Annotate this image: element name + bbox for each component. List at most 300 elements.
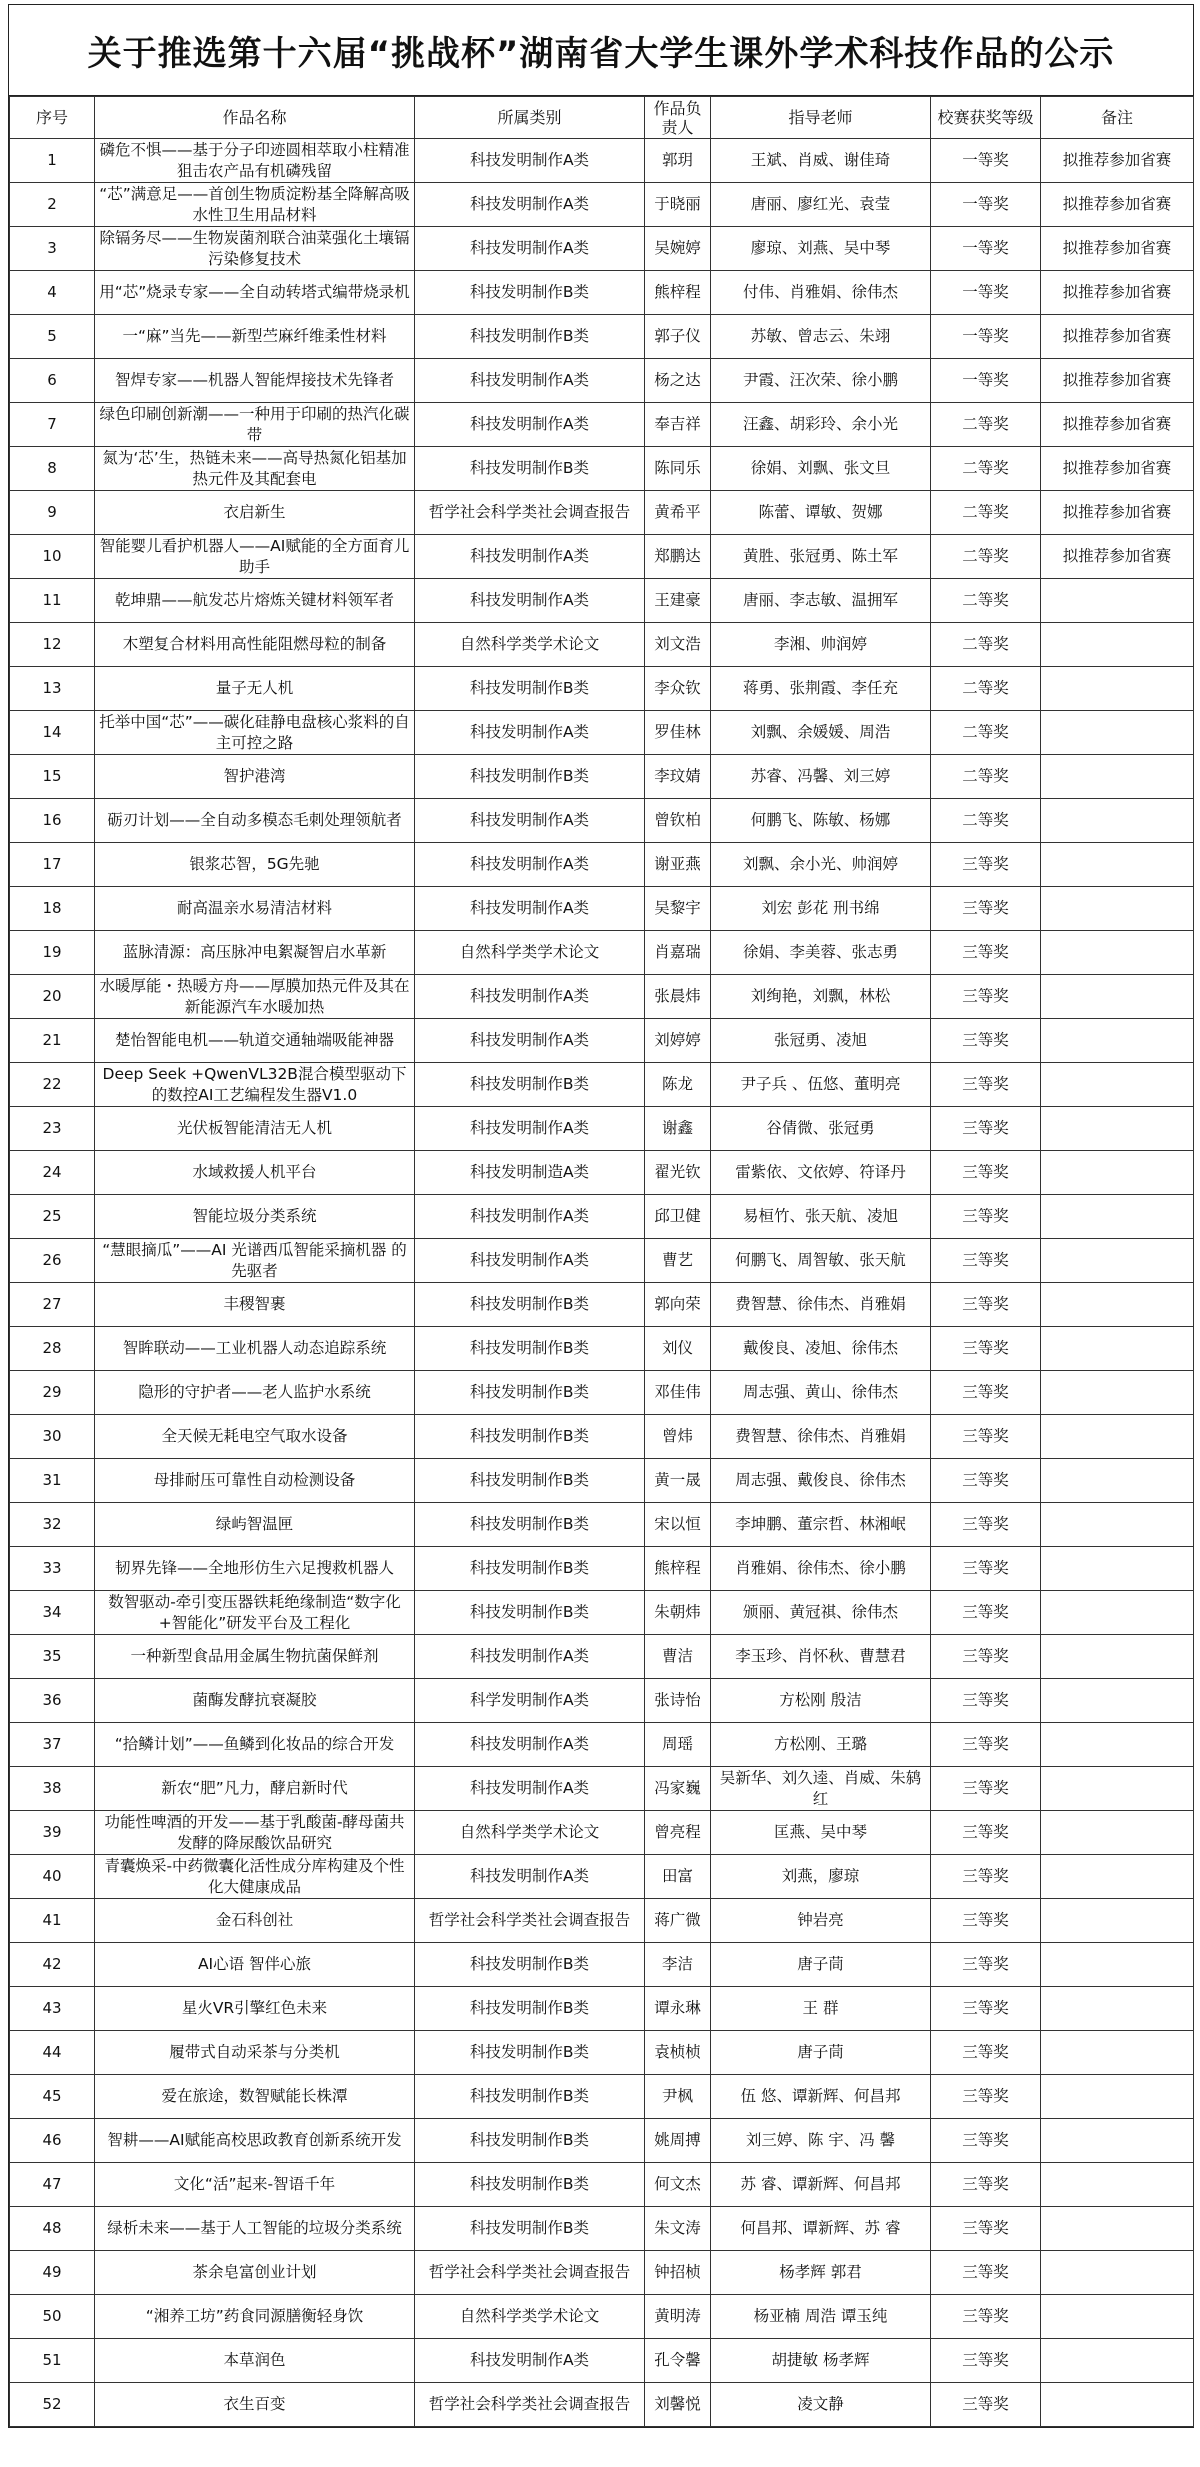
work-category: 科技发明制作A类 [415, 887, 645, 931]
work-leader: 郑鹏达 [645, 535, 711, 579]
work-leader: 袁桢桢 [645, 2031, 711, 2075]
table-row [10, 1635, 1194, 1679]
row-number: 29 [10, 1371, 95, 1415]
remark [1041, 1063, 1194, 1107]
work-category: 科技发明制作B类 [415, 1283, 645, 1327]
row-number: 4 [10, 271, 95, 315]
work-category: 科技发明制作A类 [415, 183, 645, 227]
remark [1041, 1503, 1194, 1547]
work-advisor: 刘燕，廖琼 [711, 1855, 931, 1899]
table-row [10, 1899, 1194, 1943]
remark [1041, 755, 1194, 799]
award-level: 一等奖 [931, 183, 1041, 227]
work-category: 科技发明制作A类 [415, 1019, 645, 1063]
work-category: 科技发明制作A类 [415, 843, 645, 887]
work-leader: 刘馨悦 [645, 2383, 711, 2427]
row-number: 46 [10, 2119, 95, 2163]
table-row [10, 1855, 1194, 1899]
award-level: 三等奖 [931, 1943, 1041, 1987]
row-number: 9 [10, 491, 95, 535]
work-name: 磷危不惧——基于分子印迹圆相萃取小柱精准狙击农产品有机磷残留 [95, 139, 415, 183]
table-row [10, 1459, 1194, 1503]
remark [1041, 1019, 1194, 1063]
remark [1041, 2251, 1194, 2295]
work-advisor: 雷紫依、文依婷、符译丹 [711, 1151, 931, 1195]
remark [1041, 1239, 1194, 1283]
work-leader: 谢鑫 [645, 1107, 711, 1151]
table-row [10, 535, 1194, 579]
award-level: 二等奖 [931, 755, 1041, 799]
work-leader: 翟光钦 [645, 1151, 711, 1195]
work-leader: 朱朝炜 [645, 1591, 711, 1635]
award-level: 三等奖 [931, 1283, 1041, 1327]
award-level: 三等奖 [931, 2383, 1041, 2427]
table-row [10, 183, 1194, 227]
work-name: 一“麻”当先——新型苎麻纤维柔性材料 [95, 315, 415, 359]
award-level: 三等奖 [931, 1151, 1041, 1195]
row-number: 50 [10, 2295, 95, 2339]
work-leader: 杨之达 [645, 359, 711, 403]
remark [1041, 1195, 1194, 1239]
remark [1041, 799, 1194, 843]
work-advisor: 苏敏、曾志云、朱翊 [711, 315, 931, 359]
work-category: 科技发明制作A类 [415, 579, 645, 623]
row-number: 24 [10, 1151, 95, 1195]
award-level: 三等奖 [931, 2207, 1041, 2251]
row-number: 39 [10, 1811, 95, 1855]
work-advisor: 匡燕、吴中琴 [711, 1811, 931, 1855]
page-title: 关于推选第十六届“挑战杯”湖南省大学生课外学术科技作品的公示 [9, 5, 1193, 96]
work-leader: 孔令馨 [645, 2339, 711, 2383]
work-advisor: 尹子兵 、伍悠、董明亮 [711, 1063, 931, 1107]
row-number: 36 [10, 1679, 95, 1723]
work-name: 母排耐压可靠性自动检测设备 [95, 1459, 415, 1503]
work-category: 科技发明制作B类 [415, 1371, 645, 1415]
award-level: 三等奖 [931, 1635, 1041, 1679]
work-category: 科技发明制作A类 [415, 711, 645, 755]
work-leader: 宋以恒 [645, 1503, 711, 1547]
remark [1041, 975, 1194, 1019]
work-leader: 曾钦柏 [645, 799, 711, 843]
table-row [10, 315, 1194, 359]
row-number: 3 [10, 227, 95, 271]
table-row [10, 843, 1194, 887]
row-number: 1 [10, 139, 95, 183]
remark: 拟推荐参加省赛 [1041, 403, 1194, 447]
remark [1041, 2207, 1194, 2251]
work-advisor: 李玉珍、肖怀秋、曹慧君 [711, 1635, 931, 1679]
table-row [10, 1151, 1194, 1195]
work-leader: 吴黎宇 [645, 887, 711, 931]
work-category: 自然科学类学术论文 [415, 623, 645, 667]
work-name: 除镉务尽——生物炭菌剂联合油菜强化土壤镉污染修复技术 [95, 227, 415, 271]
table-row [10, 755, 1194, 799]
work-category: 科技发明制作B类 [415, 2031, 645, 2075]
work-category: 科技发明制作B类 [415, 1063, 645, 1107]
work-advisor: 刘绚艳，刘飘，林松 [711, 975, 931, 1019]
award-level: 三等奖 [931, 975, 1041, 1019]
remark [1041, 1855, 1194, 1899]
work-advisor: 王斌、肖威、谢佳琦 [711, 139, 931, 183]
work-category: 哲学社会科学类社会调查报告 [415, 2251, 645, 2295]
remark [1041, 1107, 1194, 1151]
work-advisor: 刘飘、余媛媛、周浩 [711, 711, 931, 755]
award-level: 二等奖 [931, 403, 1041, 447]
work-leader: 黄一晟 [645, 1459, 711, 1503]
row-number: 52 [10, 2383, 95, 2427]
work-leader: 谭永琳 [645, 1987, 711, 2031]
row-number: 47 [10, 2163, 95, 2207]
award-level: 三等奖 [931, 931, 1041, 975]
work-leader: 朱文涛 [645, 2207, 711, 2251]
work-name: 智焊专家——机器人智能焊接技术先锋者 [95, 359, 415, 403]
work-leader: 张晨炜 [645, 975, 711, 1019]
award-level: 二等奖 [931, 711, 1041, 755]
work-advisor: 刘三婷、陈 宇、冯 馨 [711, 2119, 931, 2163]
row-number: 41 [10, 1899, 95, 1943]
row-number: 49 [10, 2251, 95, 2295]
award-level: 三等奖 [931, 2339, 1041, 2383]
remark [1041, 2163, 1194, 2207]
work-name: 乾坤鼎——航发芯片熔炼关键材料领军者 [95, 579, 415, 623]
remark: 拟推荐参加省赛 [1041, 271, 1194, 315]
work-advisor: 杨亚楠 周浩 谭玉纯 [711, 2295, 931, 2339]
table-row [10, 271, 1194, 315]
remark [1041, 1371, 1194, 1415]
work-advisor: 唐丽、廖红光、袁莹 [711, 183, 931, 227]
award-level: 三等奖 [931, 1063, 1041, 1107]
work-name: 智能婴儿看护机器人——AI赋能的全方面育儿助手 [95, 535, 415, 579]
row-number: 13 [10, 667, 95, 711]
award-level: 三等奖 [931, 2031, 1041, 2075]
remark [1041, 843, 1194, 887]
work-leader: 曹艺 [645, 1239, 711, 1283]
work-leader: 刘婷婷 [645, 1019, 711, 1063]
table-row [10, 227, 1194, 271]
row-number: 22 [10, 1063, 95, 1107]
work-leader: 蒋广微 [645, 1899, 711, 1943]
work-name: 丰稷智裹 [95, 1283, 415, 1327]
award-level: 二等奖 [931, 667, 1041, 711]
row-number: 20 [10, 975, 95, 1019]
work-name: 智耕——AI赋能高校思政教育创新系统开发 [95, 2119, 415, 2163]
table-row [10, 1679, 1194, 1723]
work-advisor: 肖雅娟、徐伟杰、徐小鹏 [711, 1547, 931, 1591]
award-level: 三等奖 [931, 1415, 1041, 1459]
work-advisor: 唐丽、李志敏、温拥军 [711, 579, 931, 623]
work-name: 全天候无耗电空气取水设备 [95, 1415, 415, 1459]
work-advisor: 王 群 [711, 1987, 931, 2031]
remark [1041, 2119, 1194, 2163]
work-name: 砺刃计划——全自动多模态毛刺处理领航者 [95, 799, 415, 843]
work-leader: 郭玥 [645, 139, 711, 183]
table-row [10, 931, 1194, 975]
remark [1041, 1767, 1194, 1811]
work-leader: 吴婉婷 [645, 227, 711, 271]
award-level: 二等奖 [931, 579, 1041, 623]
work-category: 科技发明制作A类 [415, 1195, 645, 1239]
work-category: 科技发明制作A类 [415, 1107, 645, 1151]
work-advisor: 徐娟、刘飘、张文旦 [711, 447, 931, 491]
award-level: 三等奖 [931, 1107, 1041, 1151]
remark [1041, 2075, 1194, 2119]
row-number: 48 [10, 2207, 95, 2251]
work-category: 自然科学类学术论文 [415, 931, 645, 975]
work-leader: 郭子仪 [645, 315, 711, 359]
work-name: 功能性啤酒的开发——基于乳酸菌-酵母菌共发酵的降尿酸饮品研究 [95, 1811, 415, 1855]
remark [1041, 1283, 1194, 1327]
work-advisor: 谷倩微、张冠勇 [711, 1107, 931, 1151]
table-row [10, 711, 1194, 755]
table-row [10, 2339, 1194, 2383]
table-row [10, 1283, 1194, 1327]
work-advisor: 何昌邦、谭新辉、苏 睿 [711, 2207, 931, 2251]
work-category: 自然科学类学术论文 [415, 1811, 645, 1855]
work-name: 木塑复合材料用高性能阻燃母粒的制备 [95, 623, 415, 667]
work-category: 科技发明制作A类 [415, 1635, 645, 1679]
work-category: 科技发明制作A类 [415, 799, 645, 843]
work-advisor: 吴新华、刘久逵、肖威、朱鸫红 [711, 1767, 931, 1811]
table-row [10, 1811, 1194, 1855]
work-category: 科技发明制作B类 [415, 667, 645, 711]
work-category: 哲学社会科学类社会调查报告 [415, 1899, 645, 1943]
table-row [10, 1415, 1194, 1459]
work-advisor: 汪鑫、胡彩玲、余小光 [711, 403, 931, 447]
award-level: 三等奖 [931, 1371, 1041, 1415]
remark: 拟推荐参加省赛 [1041, 315, 1194, 359]
work-category: 科技发明制作A类 [415, 1723, 645, 1767]
award-level: 一等奖 [931, 139, 1041, 183]
award-level: 二等奖 [931, 491, 1041, 535]
table-row [10, 975, 1194, 1019]
remark [1041, 1459, 1194, 1503]
award-level: 三等奖 [931, 1327, 1041, 1371]
work-leader: 李众钦 [645, 667, 711, 711]
work-leader: 曾炜 [645, 1415, 711, 1459]
table-row [10, 447, 1194, 491]
work-name: 衣生百变 [95, 2383, 415, 2427]
work-leader: 姚周搏 [645, 2119, 711, 2163]
work-leader: 曾亮程 [645, 1811, 711, 1855]
remark [1041, 1679, 1194, 1723]
table-row [10, 1547, 1194, 1591]
remark: 拟推荐参加省赛 [1041, 359, 1194, 403]
header-leader: 作品负责人 [645, 97, 711, 139]
work-leader: 张诗怡 [645, 1679, 711, 1723]
award-level: 三等奖 [931, 1591, 1041, 1635]
work-category: 科技发明制作B类 [415, 2119, 645, 2163]
table-row [10, 1239, 1194, 1283]
remark [1041, 2031, 1194, 2075]
table-row [10, 2163, 1194, 2207]
work-name: Deep Seek +QwenVL32B混合模型驱动下的数控AI工艺编程发生器V1.0 [95, 1063, 415, 1107]
work-category: 科技发明制作B类 [415, 447, 645, 491]
work-category: 科技发明制作A类 [415, 403, 645, 447]
row-number: 17 [10, 843, 95, 887]
row-number: 34 [10, 1591, 95, 1635]
remark [1041, 1415, 1194, 1459]
remark [1041, 1723, 1194, 1767]
work-advisor: 廖琼、刘燕、吴中琴 [711, 227, 931, 271]
table-row [10, 667, 1194, 711]
award-level: 二等奖 [931, 447, 1041, 491]
remark [1041, 667, 1194, 711]
work-advisor: 易桓竹、张天航、凌旭 [711, 1195, 931, 1239]
work-leader: 王建豪 [645, 579, 711, 623]
work-category: 科技发明制作B类 [415, 1987, 645, 2031]
work-category: 科技发明制作B类 [415, 2075, 645, 2119]
work-advisor: 费智慧、徐伟杰、肖雅娟 [711, 1415, 931, 1459]
work-leader: 熊梓程 [645, 1547, 711, 1591]
work-advisor: 李坤鹏、董宗哲、林湘岷 [711, 1503, 931, 1547]
work-category: 科技发明制造A类 [415, 1151, 645, 1195]
work-advisor: 苏 睿、谭新辉、何昌邦 [711, 2163, 931, 2207]
table-row [10, 403, 1194, 447]
work-name: 星火VR引擎红色未来 [95, 1987, 415, 2031]
work-category: 科技发明制作A类 [415, 227, 645, 271]
work-name: “芯”满意足——首创生物质淀粉基全降解高吸水性卫生用品材料 [95, 183, 415, 227]
work-advisor: 伍 悠、谭新辉、何昌邦 [711, 2075, 931, 2119]
header-category: 所属类别 [415, 97, 645, 139]
work-category: 科技发明制作B类 [415, 1415, 645, 1459]
works-table [9, 96, 1194, 2427]
row-number: 43 [10, 1987, 95, 2031]
row-number: 23 [10, 1107, 95, 1151]
remark [1041, 1987, 1194, 2031]
header-advisor: 指导老师 [711, 97, 931, 139]
work-name: 绿析未来——基于人工智能的垃圾分类系统 [95, 2207, 415, 2251]
row-number: 5 [10, 315, 95, 359]
work-category: 科技发明制作A类 [415, 1855, 645, 1899]
work-advisor: 尹霞、汪次荣、徐小鹏 [711, 359, 931, 403]
work-name: 智护港湾 [95, 755, 415, 799]
row-number: 30 [10, 1415, 95, 1459]
table-row [10, 1063, 1194, 1107]
award-level: 三等奖 [931, 1547, 1041, 1591]
work-name: 水域救援人机平台 [95, 1151, 415, 1195]
work-leader: 何文杰 [645, 2163, 711, 2207]
work-name: 绿色印刷创新潮——一种用于印刷的热汽化碳带 [95, 403, 415, 447]
table-row [10, 1767, 1194, 1811]
work-category: 科技发明制作A类 [415, 1767, 645, 1811]
award-level: 一等奖 [931, 315, 1041, 359]
table-row [10, 2119, 1194, 2163]
work-advisor: 张冠勇、凌旭 [711, 1019, 931, 1063]
work-advisor: 胡捷敏 杨孝辉 [711, 2339, 931, 2383]
remark [1041, 2295, 1194, 2339]
work-category: 科学发明制作A类 [415, 1679, 645, 1723]
work-advisor: 凌文静 [711, 2383, 931, 2427]
work-category: 科技发明制作B类 [415, 1591, 645, 1635]
work-name: 楚怡智能电机——轨道交通轴端吸能神器 [95, 1019, 415, 1063]
work-category: 科技发明制作A类 [415, 535, 645, 579]
award-level: 二等奖 [931, 799, 1041, 843]
row-number: 26 [10, 1239, 95, 1283]
table-row [10, 623, 1194, 667]
work-advisor: 何鹏飞、陈敏、杨娜 [711, 799, 931, 843]
work-advisor: 颁丽、黄冠祺、徐伟杰 [711, 1591, 931, 1635]
work-category: 科技发明制作B类 [415, 1943, 645, 1987]
work-name: 智眸联动——工业机器人动态追踪系统 [95, 1327, 415, 1371]
row-number: 8 [10, 447, 95, 491]
table-row [10, 799, 1194, 843]
row-number: 32 [10, 1503, 95, 1547]
work-name: AI心语 智伴心旅 [95, 1943, 415, 1987]
award-level: 三等奖 [931, 1855, 1041, 1899]
row-number: 19 [10, 931, 95, 975]
remark [1041, 2339, 1194, 2383]
table-row [10, 1371, 1194, 1415]
work-name: 履带式自动采茶与分类机 [95, 2031, 415, 2075]
work-leader: 尹枫 [645, 2075, 711, 2119]
remark [1041, 711, 1194, 755]
row-number: 10 [10, 535, 95, 579]
work-category: 科技发明制作B类 [415, 315, 645, 359]
row-number: 31 [10, 1459, 95, 1503]
work-leader: 陈龙 [645, 1063, 711, 1107]
work-name: 光伏板智能清洁无人机 [95, 1107, 415, 1151]
award-level: 一等奖 [931, 227, 1041, 271]
work-advisor: 苏睿、冯馨、刘三婷 [711, 755, 931, 799]
remark: 拟推荐参加省赛 [1041, 183, 1194, 227]
work-leader: 冯家巍 [645, 1767, 711, 1811]
work-name: “慧眼摘瓜”——AI 光谱西瓜智能采摘机器 的先驱者 [95, 1239, 415, 1283]
award-level: 三等奖 [931, 843, 1041, 887]
award-level: 一等奖 [931, 271, 1041, 315]
header-num: 序号 [10, 97, 95, 139]
award-level: 二等奖 [931, 535, 1041, 579]
remark [1041, 1811, 1194, 1855]
remark: 拟推荐参加省赛 [1041, 491, 1194, 535]
table-row [10, 2251, 1194, 2295]
work-name: 韧界先锋——全地形仿生六足搜救机器人 [95, 1547, 415, 1591]
work-category: 哲学社会科学类社会调查报告 [415, 2383, 645, 2427]
work-name: 本草润色 [95, 2339, 415, 2383]
row-number: 40 [10, 1855, 95, 1899]
work-advisor: 方松刚、王璐 [711, 1723, 931, 1767]
row-number: 2 [10, 183, 95, 227]
work-advisor: 付伟、肖雅娟、徐伟杰 [711, 271, 931, 315]
work-category: 科技发明制作A类 [415, 2339, 645, 2383]
work-advisor: 何鹏飞、周智敏、张天航 [711, 1239, 931, 1283]
work-name: 茶余皂富创业计划 [95, 2251, 415, 2295]
remark [1041, 1943, 1194, 1987]
work-name: 托举中国“芯”——碳化硅静电盘核心浆料的自主可控之路 [95, 711, 415, 755]
work-leader: 刘文浩 [645, 623, 711, 667]
work-name: 衣启新生 [95, 491, 415, 535]
work-name: 新农“肥”凡力，酵启新时代 [95, 1767, 415, 1811]
remark [1041, 1327, 1194, 1371]
work-advisor: 唐子茼 [711, 1943, 931, 1987]
table-row [10, 2295, 1194, 2339]
row-number: 27 [10, 1283, 95, 1327]
work-leader: 田富 [645, 1855, 711, 1899]
work-leader: 郭向荣 [645, 1283, 711, 1327]
award-level: 三等奖 [931, 1723, 1041, 1767]
work-advisor: 方松刚 殷洁 [711, 1679, 931, 1723]
remark [1041, 1899, 1194, 1943]
work-leader: 熊梓程 [645, 271, 711, 315]
work-name: 菌酶发酵抗衰凝胶 [95, 1679, 415, 1723]
work-advisor: 杨孝辉 郭君 [711, 2251, 931, 2295]
work-advisor: 蒋勇、张荆霞、李任充 [711, 667, 931, 711]
row-number: 28 [10, 1327, 95, 1371]
table-row [10, 1195, 1194, 1239]
announcement-sheet [8, 4, 1194, 2428]
award-level: 三等奖 [931, 887, 1041, 931]
award-level: 三等奖 [931, 1679, 1041, 1723]
work-category: 科技发明制作B类 [415, 2163, 645, 2207]
